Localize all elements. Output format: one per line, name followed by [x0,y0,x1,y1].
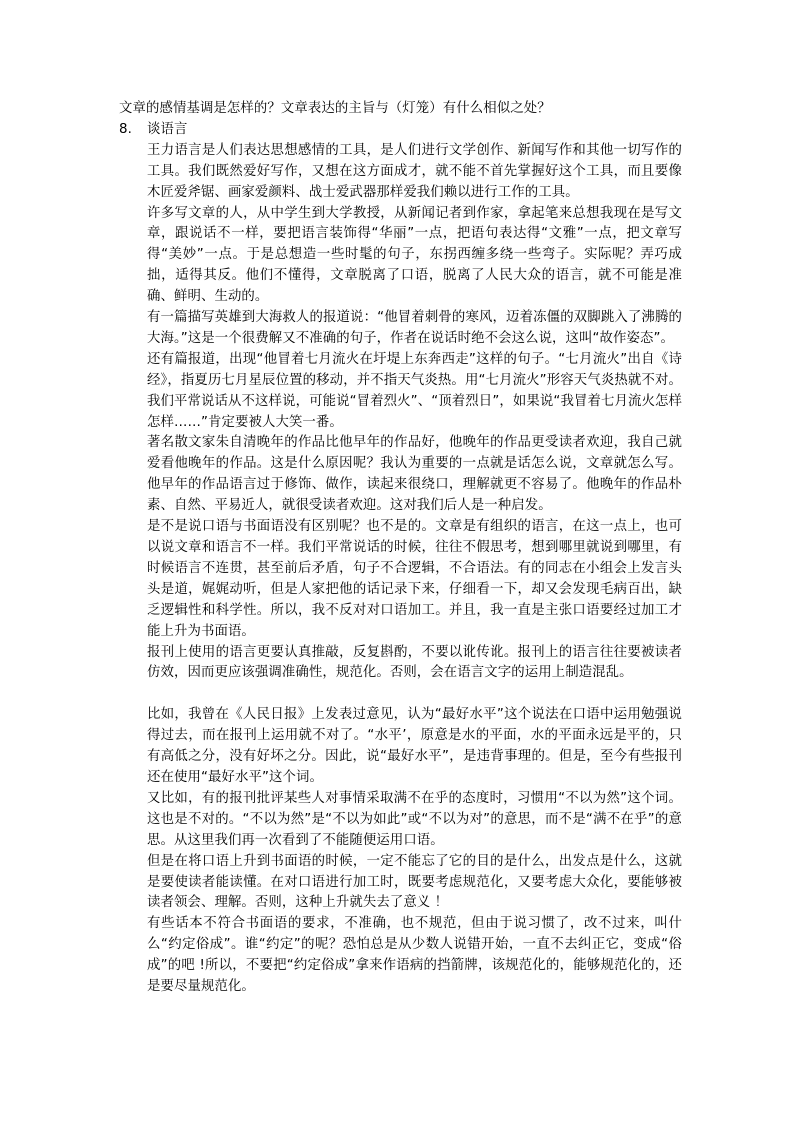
blank-line [147,684,682,705]
paragraph-5: 著名散文家朱自清晚年的作品比他早年的作品好，他晚年的作品更受读者欢迎，我自己就爱看他晚年的作品。这是什么原因呢？我认为重要的一点就是话怎么说，文章就怎么写。他早年的作品语言过于修饰、做作，读起来很绕口，理解就更不容易了。他晚年的作品朴素、自然、平易近人，就很受读者欢迎。这对我们后人是一种启发。 [147,435,682,514]
paragraph-3: 有一篇描写英雄到大海救人的报道说：“他冒着刺骨的寒风，迈着冻僵的双脚跳入了沸腾的大海。”这是一个很费解又不准确的句子，作者在说话时绝不会这么说，这叫“故作姿态”。 [147,310,682,346]
paragraph-7: 报刊上使用的语言更要认真推敲，反复斟酌，不要以讹传讹。报刊上的语言往往要被读者仿效，因而更应该强调准确性，规范化。否则，会在语言文字的运用上制造混乱。 [147,644,682,681]
paragraph-1: 王力语言是人们表达思想感情的工具，是人们进行文学创作、新闻写作和其他一切写作的工具。我们既然爱好写作，又想在这方面成才，就不能不首先掌握好这个工具，而且要像木匠爱斧锯、画家爱颜料、战士爱武器那样爱我们赖以进行工作的工具。 [147,142,682,200]
paragraph-9: 又比如，有的报刊批评某些人对事情采取满不在乎的态度时，习惯用“不以为然”这个词。这也是不对的。“不以为然”是“不以为如此”或“不以为对”的意思，而不是“满不在乎”的意思。从这里我们再一次看到了不能随便运用口语。 [147,790,682,848]
section-number: 8. [119,121,132,137]
paragraph-2: 许多写文章的人，从中学生到大学教授，从新闻记者到作家，拿起笔来总想我现在是写文章，跟说话不一样，要把语言装饰得“华丽”一点，把语句表达得“文雅”一点，把文章写得“美妙”一点。于是总想造一些时髦的句子，东拐西缠多绕一些弯子。实际呢？弄巧成拙，适得其反。他们不懂得，文章脱离了口语，脱离了人民大众的语言，就不可能是准确、鲜明、生动的。 [147,205,682,305]
paragraph-8: 比如，我曾在《人民日报》上发表过意见，认为“最好水平”这个说法在口语中运用勉强说得过去，而在报刊上运用就不对了。“水平’，原意是水的平面，水的平面永远是平的，只有高低之分，没有好坏之分。因此，说“最好水平”，是违背事理的。但是，至今有些报刊还在使用“最好水平”这个词。 [147,707,682,785]
paragraph-10: 但是在将口语上升到书面语的时候，一定不能忘了它的目的是什么，出发点是什么，这就是要使读者能读懂。在对口语进行加工时，既要考虑规范化，又要考虑大众化，要能够被读者领会、理解。否则，这种上升就失去了意义 ！ [147,853,682,911]
intro-question: 文章的感情基调是怎样的？文章表达的主旨与（灯笼）有什么相似之处？ [119,101,551,116]
paragraph-6: 是不是说口语与书面语没有区别呢？也不是的。文章是有组织的语言，在这一点上，也可以说文章和语言不一样。我们平常说话的时候，往往不假思考，想到哪里就说到哪里，有时候语言不连贯，甚至前后矛盾，句子不合逻辑，不合语法。有的同志在小组会上发言头头是道，娓娓动听，但是人家把他的话记录下来，仔细看一下，却又会发现毛病百出，缺乏逻辑性和科学性。所以，我不反对对口语加工。并且，我一直是主张口语要经过加工才能上升为书面语。 [147,519,682,639]
section-title: 谈语言 [147,121,188,137]
article-body [147,141,682,998]
document-content [119,99,682,998]
section-heading [119,120,679,141]
paragraph-11: 有些话本不符合书面语的要求，不准确，也不规范，但由于说习惯了，改不过来，叫什么“约定俗成”。谁“约定”的呢？恐怕总是从少数人说错开始，一直不去纠正它，变成“俗成”的吧 !所以，不要把“约定俗成”拿来作语病的挡箭牌，该规范化的，能够规范化的，还是要尽量规范化。 [147,916,682,995]
paragraph-4: 还有篇报道，出现“他冒着七月流火在圩堤上东奔西走”这样的句子。“七月流火”出自《诗经》，指夏历七月星辰位置的移动，并不指天气炎热。用“七月流火”形容天气炎热就不对。我们平常说话从不这样说，可能说“冒着烈火”、“顶着烈日”，如果说“我冒着七月流火怎样怎样……”肯定要被人大笑一番。 [147,351,682,430]
